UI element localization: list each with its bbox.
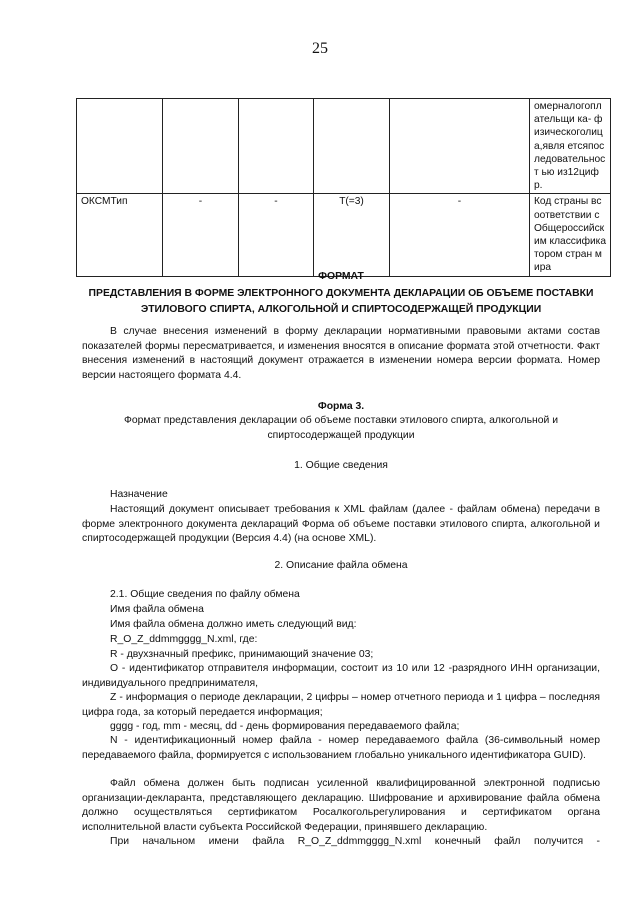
section-2-title: 2. Описание файла обмена xyxy=(274,560,408,571)
purpose-paragraph: Настоящий документ описывает требования к XML файлам (далее - файлам обмена) передачи в форме электронного документа деклараций Форма об объеме поставки этилового спирта, алкогольной и спиртосодержащей продукции (Версия 4.4) (на основе XML). xyxy=(82,504,600,544)
z-definition: Z - информация о периоде декларации, 2 цифры – номер отчетного периода и 1 цифра – последняя цифра года, за который передается информация; xyxy=(82,692,600,718)
filename-label: Имя файла обмена xyxy=(110,604,204,615)
table-cell: - xyxy=(239,194,314,276)
table-cell: - xyxy=(163,194,239,276)
table-cell xyxy=(314,99,390,194)
table-cell xyxy=(163,99,239,194)
heading-line: ЭТИЛОВОГО СПИРТА, АЛКОГОЛЬНОЙ И СПИРТОСОДЕРЖАЩЕЙ ПРОДУКЦИИ xyxy=(140,304,542,315)
filename-intro: Имя файла обмена должно иметь следующий вид: xyxy=(110,619,357,630)
form-subtitle-line: Формат представления декларации об объеме поставки этилового спирта, алкогольной и xyxy=(123,415,559,426)
format-heading xyxy=(82,270,600,317)
table-row xyxy=(77,99,611,194)
subsection-title: 2.1. Общие сведения по файлу обмена xyxy=(110,589,300,600)
table-cell xyxy=(390,99,530,194)
r-definition: R - двухзначный префикс, принимающий значение 03; xyxy=(110,649,374,660)
heading-line: ПРЕДСТАВЛЕНИЯ В ФОРМЕ ЭЛЕКТРОННОГО ДОКУМЕНТА ДЕКЛАРАЦИИ ОБ ОБЪЕМЕ ПОСТАВКИ xyxy=(88,288,594,299)
o-definition: О - идентификатор отправителя информации, состоит из 10 или 12 -разрядного ИНН организации, индивидуального предпринимателя, xyxy=(82,663,600,689)
table-cell: - xyxy=(390,194,530,276)
form-subtitle-line: спиртосодержащей продукции xyxy=(267,429,415,441)
table-cell: Т(=3) xyxy=(314,194,390,276)
intro-paragraph: В случае внесения изменений в форму декларации нормативными правовыми актами состав показателей формы пересматривается, и изменения вносятся в описание формата этой отчетности. Факт внесения изменений в настоящий документ отражается в изменении номера версии формата. Номер версии настоящего формата 4.4. xyxy=(82,326,600,381)
g-definition: gggg - год, mm - месяц, dd - день формирования передаваемого файла; xyxy=(110,721,460,732)
table-cell xyxy=(77,99,163,194)
table-cell: омерналогоплательщи ка- физическоголица,явля етсяпоследовательност ью из12цифр. xyxy=(530,99,611,194)
final-line: При начальном имени файла R_O_Z_ddmmgggg_N.xml конечный файл получится - xyxy=(110,836,600,847)
table-cell: Код страны всоответствии с Общероссийским классификатором стран мира xyxy=(530,194,611,276)
table-cell xyxy=(239,99,314,194)
table-cell: ОКСМТип xyxy=(77,194,163,276)
heading-line: ФОРМАТ xyxy=(318,271,364,282)
form-subtitle xyxy=(82,414,600,443)
page-number: 25 xyxy=(312,40,328,57)
purpose-label: Назначение xyxy=(110,489,168,500)
filename-pattern: R_O_Z_ddmmgggg_N.xml, где: xyxy=(110,634,258,645)
table-row xyxy=(77,194,611,276)
section-1-title: 1. Общие сведения xyxy=(294,460,388,471)
form-title: Форма 3. xyxy=(317,401,365,412)
attributes-table xyxy=(76,98,611,277)
n-definition: N - идентификационный номер файла - номер передаваемого файла (36-символьный номер передаваемого файла, формируется с использованием глобально уникального идентификатора GUID). xyxy=(82,735,600,761)
signature-paragraph: Файл обмена должен быть подписан усиленной квалифицированной электронной подписью организации-декларанта, представляющего декларацию. Шифрование и архивирование файла обмена должно осуществляться сертификатом Росалкогольрегулирования и сертификатом органа исполнительной власти субъекта Российской Федерации, принявшего декларацию. xyxy=(82,778,600,833)
